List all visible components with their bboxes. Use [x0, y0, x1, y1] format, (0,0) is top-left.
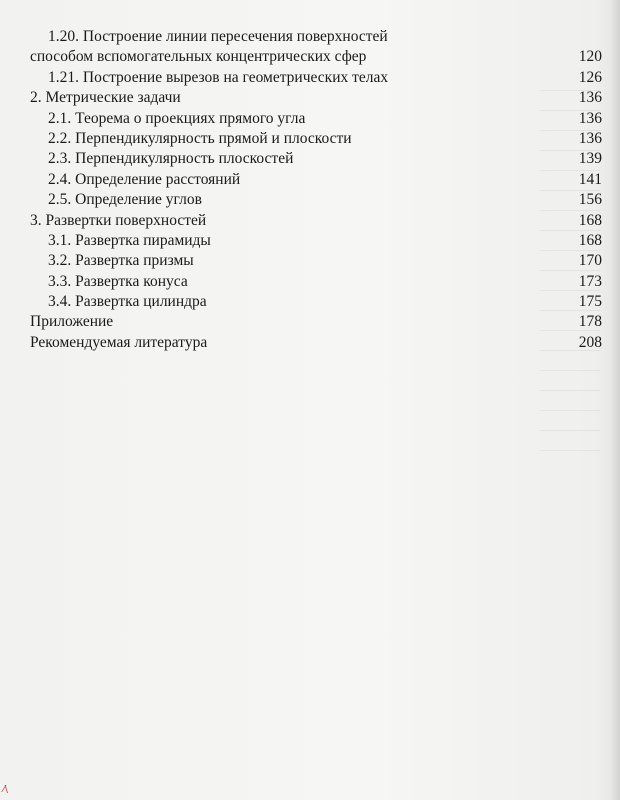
- toc-entry-title: 2.1. Теорема о проекциях прямого угла: [48, 109, 306, 127]
- toc-entry: [30, 149, 602, 169]
- toc-entry-page: 141: [578, 170, 602, 188]
- toc-entry-title: Рекомендуемая литература: [30, 333, 208, 351]
- toc-entry-page: 173: [578, 272, 602, 290]
- toc-entry-page: 136: [578, 129, 602, 147]
- toc-entry: [30, 231, 602, 251]
- toc-entry-title: 3.3. Развертка конуса: [48, 272, 188, 290]
- table-of-contents: [30, 27, 602, 353]
- toc-entry: [30, 333, 602, 353]
- toc-entry-title: 3.1. Развертка пирамиды: [48, 231, 211, 249]
- toc-entry-title: 2.5. Определение углов: [48, 191, 202, 209]
- toc-entry-title: 1.20. Построение линии пересечения поверхностей: [48, 28, 388, 45]
- toc-entry-page: 156: [578, 191, 602, 209]
- toc-entry-title: 1.21. Построение вырезов на геометрических телах: [48, 68, 389, 86]
- toc-entry: [30, 109, 602, 129]
- toc-entry: [30, 129, 602, 149]
- page-edge-shadow: [610, 0, 620, 800]
- toc-entry-page: 168: [578, 211, 602, 229]
- toc-entry-page: 126: [578, 68, 602, 86]
- toc-entry-page: 208: [578, 333, 602, 351]
- toc-entry: [30, 312, 602, 332]
- toc-entry-page: 178: [578, 313, 602, 331]
- toc-entry-title: 3.4. Развертка цилиндра: [48, 293, 207, 311]
- toc-entry-title: 2.3. Перпендикулярность плоскостей: [48, 150, 294, 168]
- toc-entry-page: 170: [578, 252, 602, 270]
- toc-entry-title: Приложение: [30, 313, 114, 331]
- toc-entry: [30, 251, 602, 271]
- corner-mark: ⁄\: [3, 784, 9, 795]
- toc-entry: [30, 211, 602, 231]
- toc-entry-page: 120: [578, 48, 602, 66]
- toc-entry-page: 136: [578, 89, 602, 107]
- toc-entry: [30, 190, 602, 210]
- toc-entry-title: 2.4. Определение расстояний: [48, 170, 241, 188]
- toc-entry: [30, 47, 602, 67]
- toc-entry-page: 168: [578, 231, 602, 249]
- toc-entry-title: 3. Развертки поверхностей: [30, 211, 207, 229]
- toc-entry: [30, 272, 602, 292]
- toc-entry-page: 139: [578, 150, 602, 168]
- toc-entry: [30, 170, 602, 190]
- toc-entry-page: 136: [578, 109, 602, 127]
- toc-entry: [30, 292, 602, 312]
- toc-entry-title: 3.2. Развертка призмы: [48, 252, 194, 270]
- toc-entry: [30, 88, 602, 108]
- toc-entry-page: 175: [578, 293, 602, 311]
- toc-entry-title: 2.2. Перпендикулярность прямой и плоскости: [48, 129, 352, 147]
- toc-entry-title: 2. Метрические задачи: [30, 89, 181, 107]
- toc-entry: [30, 27, 602, 47]
- toc-entry: [30, 68, 602, 88]
- toc-entry-title: способом вспомогательных концентрических сфер: [30, 48, 367, 66]
